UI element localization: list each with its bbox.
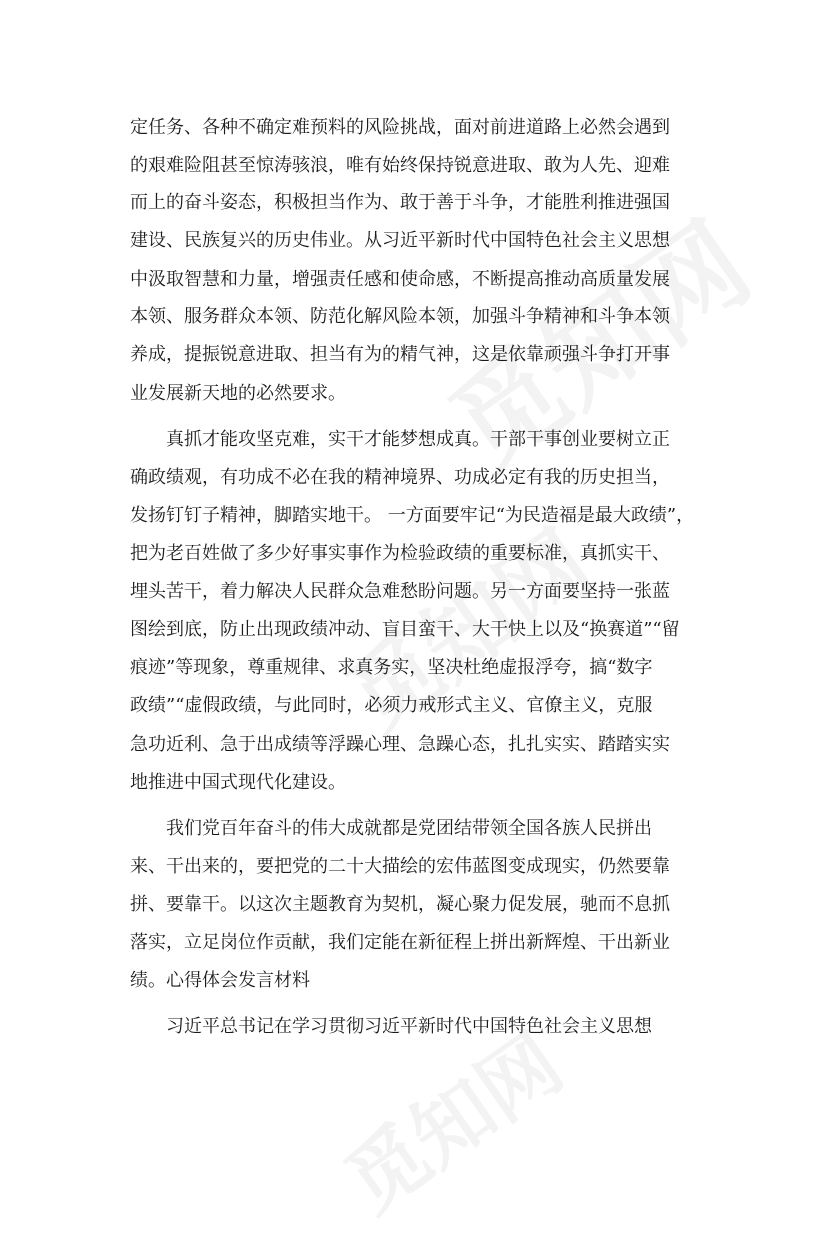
paragraph-line: 图绘到底，防止出现政绩冲动、盲目蛮干、大干快上以及“换赛道”“留 — [130, 619, 680, 640]
paragraph-line: 习近平总书记在学习贯彻习近平新时代中国特色社会主义思想 — [166, 1016, 652, 1037]
paragraph-line: 本领、服务群众本领、防范化解风险本领，加强斗争精神和斗争本领 — [130, 306, 670, 327]
paragraph-line: 而上的奋斗姿态，积极担当作为、敢于善于斗争，才能胜利推进强国 — [130, 192, 670, 213]
paragraph-line: 埋头苦干，着力解决人民群众急难愁盼问题。另一方面要坚持一张蓝 — [130, 581, 670, 602]
paragraph-line: 绩。心得体会发言材料 — [130, 970, 310, 991]
paragraph-line: 确政绩观，有功成不必在我的精神境界、功成必定有我的历史担当， — [130, 467, 670, 488]
paragraph-line: 养成，提振锐意进取、担当有为的精气神，这是依靠顽强斗争打开事 — [130, 344, 670, 365]
paragraph-line: 落实，立足岗位作贡献，我们定能在新征程上拼出新辉煌、干出新业 — [130, 932, 670, 953]
paragraph-line: 痕迹”等现象，尊重规律、求真务实，坚决杜绝虚报浮夸，搞“数字 — [130, 657, 653, 678]
paragraph-line: 真抓才能攻坚克难，实干才能梦想成真。干部干事创业要树立正 — [166, 429, 670, 450]
paragraph-line: 发扬钉钉子精神，脚踏实地干。 一方面要牢记“为民造福是最大政绩”， — [130, 505, 695, 526]
paragraph-line: 中汲取智慧和力量，增强责任感和使命感，不断提高推动高质量发展 — [130, 269, 670, 290]
paragraph-line: 急功近利、急于出成绩等浮躁心理、急躁心态，扎扎实实、踏踏实实 — [130, 734, 670, 755]
paragraph-line: 拼、要靠干。以这次主题教育为契机，凝心聚力促发展，驰而不息抓 — [130, 894, 670, 915]
paragraph-line: 地推进中国式现代化建设。 — [130, 772, 346, 793]
paragraph-line: 建设、民族复兴的历史伟业。从习近平新时代中国特色社会主义思想 — [130, 230, 670, 251]
paragraph-line: 定任务、各种不确定难预料的风险挑战，面对前进道路上必然会遇到 — [130, 117, 670, 138]
paragraph-line: 业发展新天地的必然要求。 — [130, 383, 346, 404]
paragraph-line: 我们党百年奋斗的伟大成就都是党团结带领全国各族人民拼出 — [166, 818, 652, 839]
paragraph-line: 把为老百姓做了多少好事实事作为检验政绩的重要标准，真抓实干、 — [130, 543, 670, 564]
paragraph-line: 来、干出来的，要把党的二十大描绘的宏伟蓝图变成现实，仍然要靠 — [130, 856, 670, 877]
paragraph-line: 政绩”“虚假政绩，与此同时，必须力戒形式主义、官僚主义，克服 — [130, 695, 653, 716]
paragraph-line: 的艰难险阻甚至惊涛骇浪，唯有始终保持锐意进取、敢为人先、迎难 — [130, 155, 670, 176]
